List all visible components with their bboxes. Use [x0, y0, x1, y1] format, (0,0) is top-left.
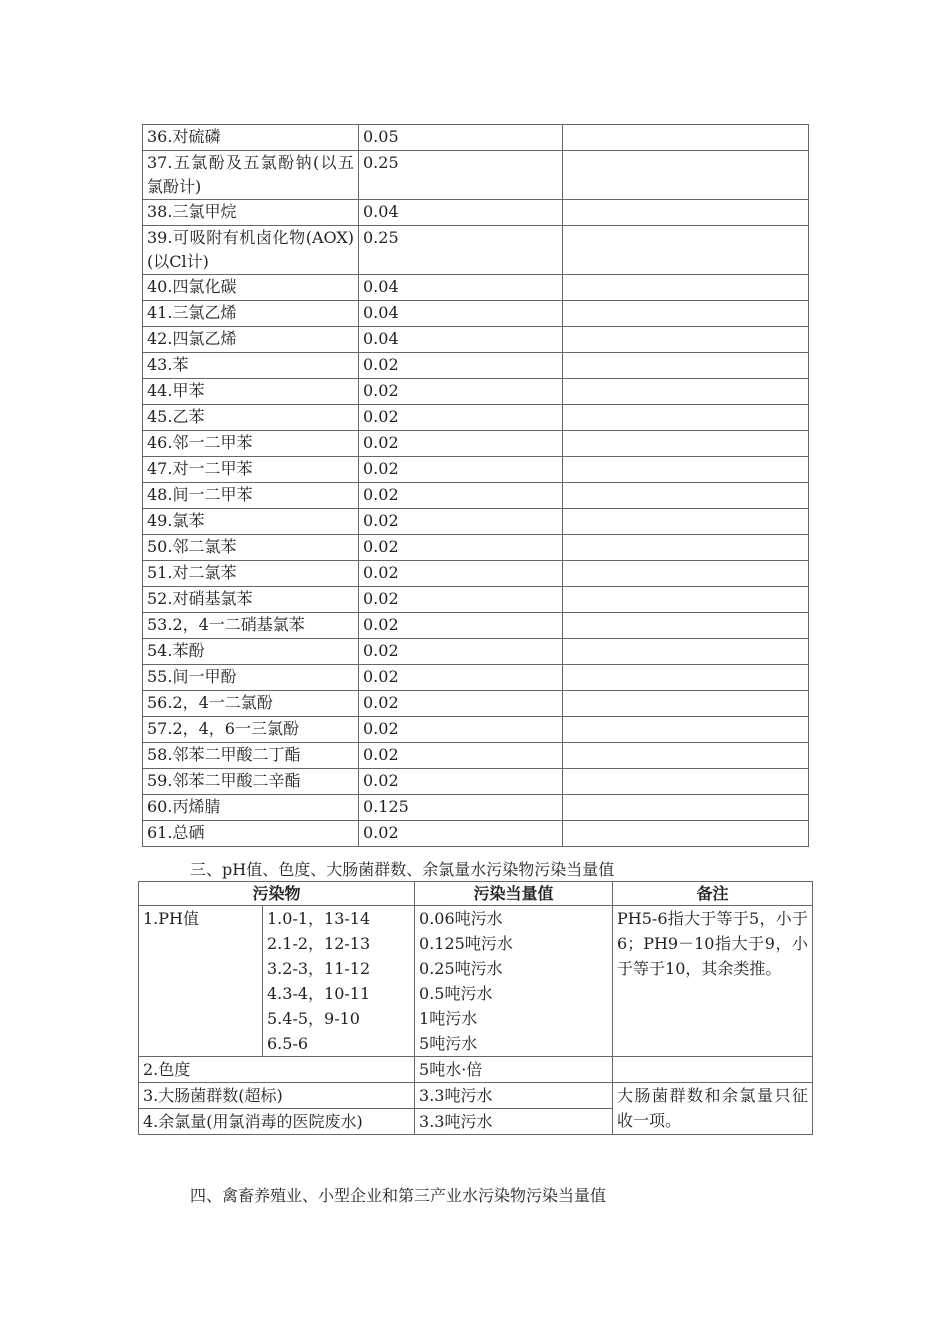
equivalent-value: 0.02 [359, 509, 563, 535]
ph-value: 0.25吨污水 [419, 959, 503, 978]
ph-note: PH5-6指大于等于5，小于6；PH9－10指大于9，小于等于10，其余类推。 [613, 906, 813, 1057]
ph-value: 5吨污水 [419, 1034, 478, 1053]
equivalent-value: 0.02 [359, 769, 563, 795]
equivalent-value: 0.02 [359, 587, 563, 613]
pollutant-equivalent-table-organic [142, 124, 809, 847]
pollutant-name: 41.三氯乙烯 [143, 301, 359, 327]
pollutant-name: 50.邻二氯苯 [143, 535, 359, 561]
note-cell [563, 275, 809, 301]
table-row [143, 743, 809, 769]
pollutant-name: 55.间一甲酚 [143, 665, 359, 691]
ph-range: 4.3-4，10-11 [267, 984, 371, 1003]
ph-values [415, 906, 613, 1057]
equivalent-value: 0.02 [359, 405, 563, 431]
table-row [143, 717, 809, 743]
note-cell [563, 587, 809, 613]
ph-ranges [263, 906, 415, 1057]
ph-range: 3.2-3，11-12 [267, 959, 371, 978]
row-ph [139, 906, 813, 1057]
equivalent-value: 0.02 [359, 535, 563, 561]
table-row [143, 151, 809, 200]
row-color [139, 1057, 813, 1083]
note-cell [563, 665, 809, 691]
ph-value: 0.5吨污水 [419, 984, 493, 1003]
pollutant-name: 52.对硝基氯苯 [143, 587, 359, 613]
note-cell [563, 327, 809, 353]
table-row [143, 613, 809, 639]
equivalent-value: 0.02 [359, 561, 563, 587]
section-3-heading: 三、pH值、色度、大肠菌群数、余氯量水污染物污染当量值 [190, 860, 615, 879]
note-cell [563, 226, 809, 275]
equivalent-value: 0.02 [359, 821, 563, 847]
table-row [143, 769, 809, 795]
pollutant-name: 58.邻苯二甲酸二丁酯 [143, 743, 359, 769]
note-cell [563, 613, 809, 639]
table-row [143, 275, 809, 301]
color-label: 2.色度 [139, 1057, 415, 1083]
equivalent-value: 0.02 [359, 717, 563, 743]
note-cell [563, 405, 809, 431]
equivalent-value: 0.04 [359, 301, 563, 327]
pollutant-name: 51.对二氯苯 [143, 561, 359, 587]
coliform-value: 3.3吨污水 [415, 1083, 613, 1109]
pollutant-name: 60.丙烯腈 [143, 795, 359, 821]
note-cell [563, 353, 809, 379]
note-cell [563, 379, 809, 405]
table-row [143, 200, 809, 226]
pollutant-name: 36.对硫磷 [143, 125, 359, 151]
pollutant-name: 38.三氯甲烷 [143, 200, 359, 226]
ph-range: 1.0-1，13-14 [267, 909, 371, 928]
shared-note: 大肠菌群数和余氯量只征收一项。 [613, 1083, 813, 1135]
equivalent-value: 0.02 [359, 431, 563, 457]
equivalent-value: 0.02 [359, 639, 563, 665]
table-row [143, 379, 809, 405]
table-row [143, 561, 809, 587]
table-row [143, 457, 809, 483]
table-row [143, 405, 809, 431]
note-cell [563, 743, 809, 769]
table-row [143, 353, 809, 379]
pollutant-name: 48.间一二甲苯 [143, 483, 359, 509]
pollutant-name: 59.邻苯二甲酸二辛酯 [143, 769, 359, 795]
table-row [143, 509, 809, 535]
note-cell [563, 457, 809, 483]
pollutant-name: 45.乙苯 [143, 405, 359, 431]
table-row [143, 327, 809, 353]
pollutant-name: 49.氯苯 [143, 509, 359, 535]
header-note: 备注 [613, 882, 813, 906]
pollutant-name: 47.对一二甲苯 [143, 457, 359, 483]
ph-range: 6.5-6 [267, 1034, 309, 1053]
table-row [143, 483, 809, 509]
pollutant-name: 57.2，4，6一三氯酚 [143, 717, 359, 743]
note-cell [563, 769, 809, 795]
equivalent-value: 0.02 [359, 353, 563, 379]
note-cell [563, 561, 809, 587]
equivalent-value: 0.04 [359, 275, 563, 301]
pollutant-name: 53.2，4一二硝基氯苯 [143, 613, 359, 639]
note-cell [563, 151, 809, 200]
pollutant-name: 39.可吸附有机卤化物(AOX)(以Cl计) [143, 226, 359, 275]
chlorine-label: 4.余氯量(用氯消毒的医院废水) [139, 1109, 415, 1135]
color-note [613, 1057, 813, 1083]
pollutant-name: 44.甲苯 [143, 379, 359, 405]
table-row [143, 226, 809, 275]
ph-color-coliform-chlorine-table [138, 881, 813, 1135]
equivalent-value: 0.05 [359, 125, 563, 151]
pollutant-name: 43.苯 [143, 353, 359, 379]
note-cell [563, 717, 809, 743]
table-row [143, 431, 809, 457]
pollutant-name: 40.四氯化碳 [143, 275, 359, 301]
equivalent-value: 0.04 [359, 327, 563, 353]
color-value: 5吨水·倍 [415, 1057, 613, 1083]
header-equivalent-value: 污染当量值 [415, 882, 613, 906]
table-row [143, 821, 809, 847]
ph-label: 1.PH值 [139, 906, 263, 1057]
coliform-label: 3.大肠菌群数(超标) [139, 1083, 415, 1109]
note-cell [563, 535, 809, 561]
table-row [143, 795, 809, 821]
note-cell [563, 821, 809, 847]
pollutant-name: 54.苯酚 [143, 639, 359, 665]
pollutant-name: 42.四氯乙烯 [143, 327, 359, 353]
pollutant-name: 56.2，4一二氯酚 [143, 691, 359, 717]
ph-value: 1吨污水 [419, 1009, 478, 1028]
note-cell [563, 639, 809, 665]
equivalent-value: 0.02 [359, 743, 563, 769]
equivalent-value: 0.02 [359, 665, 563, 691]
pollutant-name: 46.邻一二甲苯 [143, 431, 359, 457]
note-cell [563, 691, 809, 717]
equivalent-value: 0.02 [359, 483, 563, 509]
equivalent-value: 0.125 [359, 795, 563, 821]
table-row [143, 587, 809, 613]
table-row [143, 665, 809, 691]
table-row [143, 125, 809, 151]
note-cell [563, 795, 809, 821]
section-4-heading: 四、禽畜养殖业、小型企业和第三产业水污染物污染当量值 [190, 1186, 607, 1205]
equivalent-value: 0.25 [359, 226, 563, 275]
equivalent-value: 0.02 [359, 613, 563, 639]
header-pollutant: 污染物 [139, 882, 415, 906]
pollutant-name: 37.五氯酚及五氯酚钠(以五氯酚计) [143, 151, 359, 200]
note-cell [563, 483, 809, 509]
equivalent-value: 0.25 [359, 151, 563, 200]
equivalent-value: 0.04 [359, 200, 563, 226]
note-cell [563, 431, 809, 457]
note-cell [563, 301, 809, 327]
pollutant-name: 61.总硒 [143, 821, 359, 847]
table-row [143, 535, 809, 561]
equivalent-value: 0.02 [359, 379, 563, 405]
table-row [143, 691, 809, 717]
note-cell [563, 509, 809, 535]
table-row [143, 301, 809, 327]
equivalent-value: 0.02 [359, 457, 563, 483]
note-cell [563, 200, 809, 226]
row-coliform [139, 1083, 813, 1109]
equivalent-value: 0.02 [359, 691, 563, 717]
ph-value: 0.06吨污水 [419, 909, 503, 928]
ph-value: 0.125吨污水 [419, 934, 513, 953]
ph-range: 5.4-5，9-10 [267, 1009, 360, 1028]
ph-range: 2.1-2，12-13 [267, 934, 371, 953]
note-cell [563, 125, 809, 151]
chlorine-value: 3.3吨污水 [415, 1109, 613, 1135]
table-row [143, 639, 809, 665]
